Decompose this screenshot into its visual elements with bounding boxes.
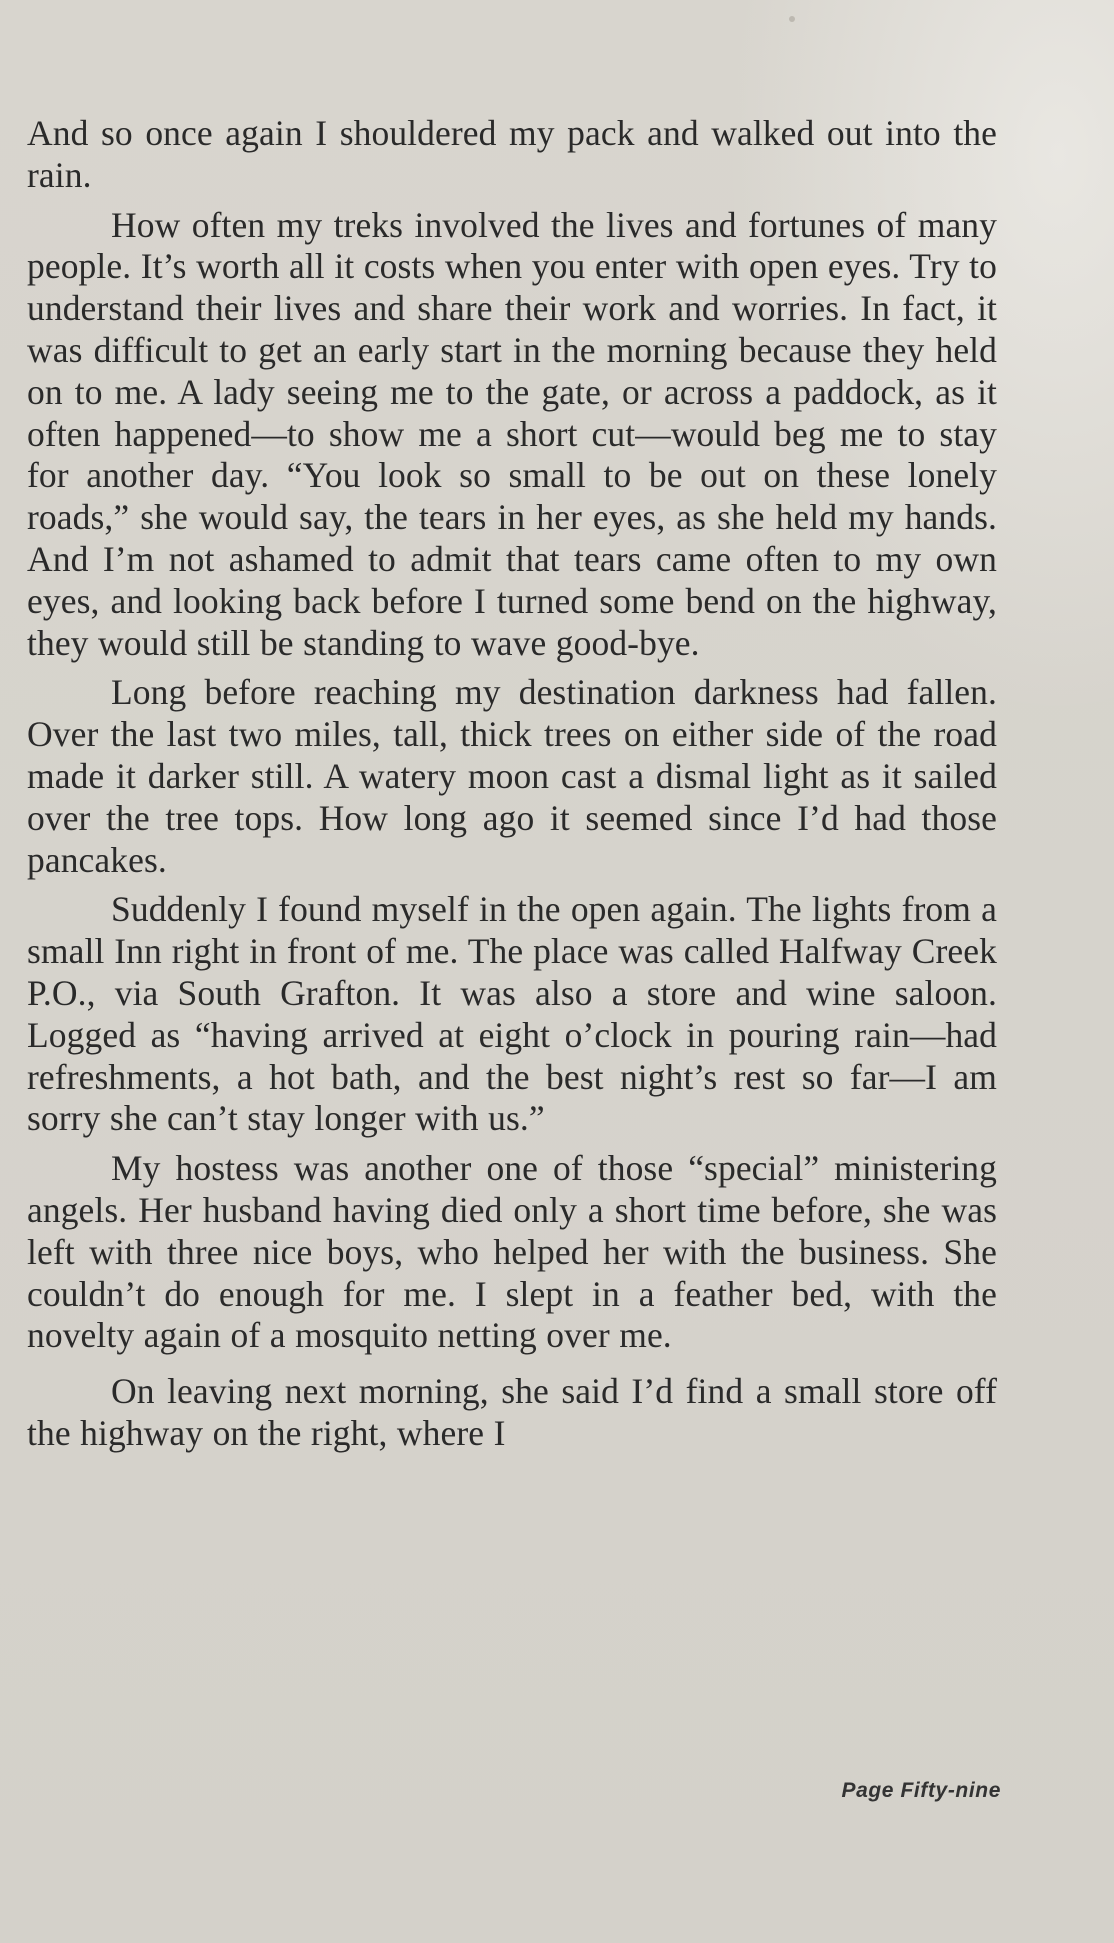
paragraph-1: And so once again I shouldered my pack and walked out into the rain. (27, 113, 997, 195)
paragraph-6: On leaving next morning, she said I’d find a small store off the highway on the right, where I (27, 1371, 997, 1453)
body-text (27, 113, 997, 1463)
page-number: Page Fifty-nine (841, 1779, 1001, 1802)
paper-speck (789, 16, 795, 22)
paragraph-2: How often my treks involved the lives and fortunes of many people. It’s worth all it costs when you enter with open eyes. Try to understand their lives and share their work and worries. In fact, it was difficult to get an early start in the morning because they held on to me. A lady seeing me to the gate, or across a paddock, as it often happened—to show me a short cut—would beg me to stay for another day. “You look so small to be out on these lonely roads,” she would say, the tears in her eyes, as she held my hands. And I’m not ashamed to admit that tears came often to my own eyes, and looking back before I turned some bend on the highway, they would still be standing to wave good-bye. (27, 204, 997, 663)
paragraph-4: Suddenly I found myself in the open again. The lights from a small Inn right in front of me. The place was called Halfway Creek P.O., via South Grafton. It was also a store and wine saloon. Logged as “having arrived at eight o’clock in pouring rain—had refreshments, a hot bath, and the best night’s rest so far—I am sorry she can’t stay longer with us.” (27, 889, 997, 1139)
paragraph-3: Long before reaching my destination darkness had fallen. Over the last two miles, tall, thick trees on either side of the road made it darker still. A watery moon cast a dismal light as it sailed over the tree tops. How long ago it seemed since I’d had those pancakes. (27, 672, 997, 880)
paragraph-5: My hostess was another one of those “special” ministering angels. Her husband having died only a short time before, she was left with three nice boys, who helped her with the business. She couldn’t do enough for me. I slept in a feather bed, with the novelty again of a mosquito netting over me. (27, 1148, 997, 1356)
